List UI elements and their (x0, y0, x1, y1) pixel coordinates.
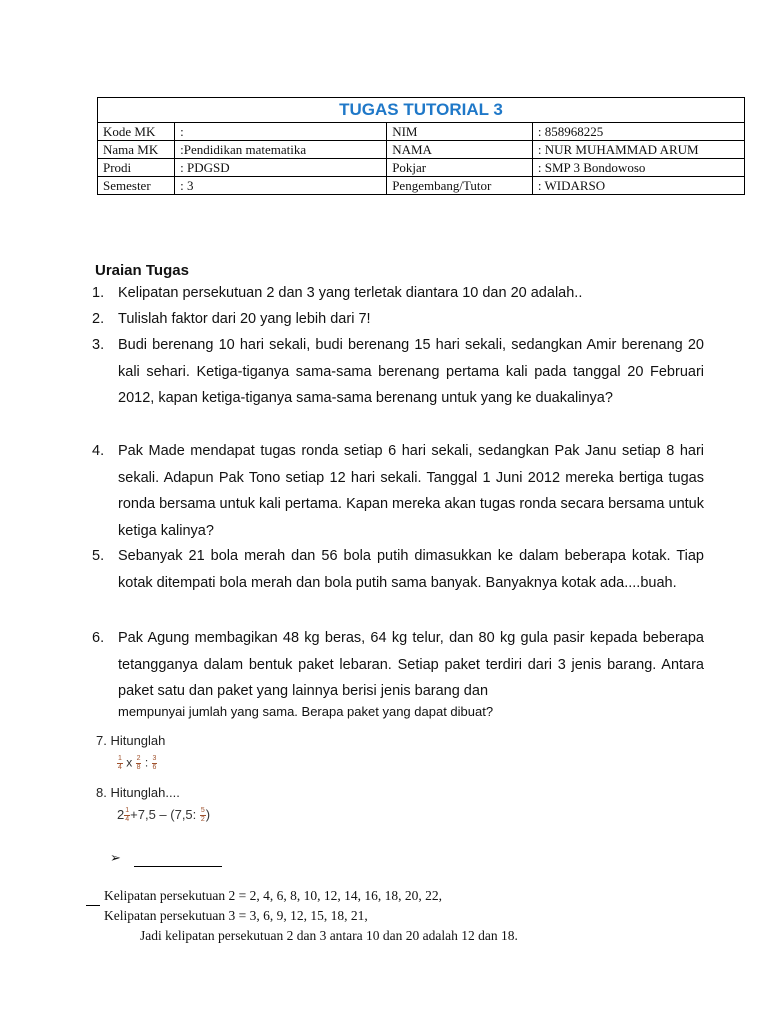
underline-rule (86, 905, 100, 906)
task-number: 6. (92, 630, 105, 646)
table-cell: : 858968225 (532, 123, 744, 141)
document-title: TUGAS TUTORIAL 3 (98, 98, 745, 123)
table-cell: : NUR MUHAMMAD ARUM (532, 141, 744, 159)
table-row (98, 123, 745, 141)
table-cell: NIM (387, 123, 533, 141)
math-expression: 2 $\frac{1}{4}$ +7,5 – (7,5: $\frac{5}{2}$ ) (117, 807, 211, 824)
table-cell: : PDGSD (175, 159, 387, 177)
operator: x (122, 755, 136, 770)
math-expression (117, 755, 157, 772)
task-item (92, 625, 704, 705)
table-cell: : SMP 3 Bondowoso (532, 159, 744, 177)
table-cell: : 3 (175, 177, 387, 195)
answer-line: Kelipatan persekutuan 3 = 3, 6, 9, 12, 15, 18, 21, (104, 908, 368, 923)
table-cell: Kode MK (98, 123, 175, 141)
task-text: Kelipatan persekutuan 2 dan 3 yang terletak diantara 10 dan 20 adalah.. (118, 285, 583, 301)
task-label: 8. Hitunglah.... (96, 785, 180, 800)
table-row (98, 141, 745, 159)
operator: : (141, 755, 152, 770)
arrow-bullet-icon: ➢ (110, 850, 121, 865)
task-item (92, 438, 704, 544)
answer-conclusion: Jadi kelipatan persekutuan 2 dan 3 antara 10 dan 20 adalah 12 dan 18. (140, 928, 518, 943)
task-number: 1. (92, 285, 105, 301)
fraction: $\frac{2}{8}$ (136, 755, 141, 771)
table-cell: NAMA (387, 141, 533, 159)
task-text: Tulislah faktor dari 20 yang lebih dari 7! (118, 311, 371, 327)
task-text: Pak Made mendapat tugas ronda setiap 6 hari sekali, sedangkan Pak Janu setiap 8 hari sekali. Adapun Pak Tono setiap 12 hari sekali. Tanggal 1 Juni 2012 mereka bertiga tugas ronda bersama untuk kali pertama. Kapan mereka akan tugas ronda secara bersama untuk ketiga kalinya? (118, 443, 704, 539)
task-item (92, 306, 704, 333)
task-item (92, 280, 704, 307)
task-number: 3. (92, 337, 105, 353)
table-cell: Pokjar (387, 159, 533, 177)
task-number: 2. (92, 311, 105, 327)
blank-line (134, 866, 222, 867)
fraction: $\frac{1}{4}$ (118, 755, 122, 771)
fraction: $\frac{5}{2}$ (200, 807, 205, 824)
table-cell: :Pendidikan matematika (175, 141, 387, 159)
fraction: $\frac{3}{6}$ (152, 755, 157, 771)
task-label: 7. Hitunglah (96, 733, 166, 748)
task-item (92, 332, 704, 412)
info-table (97, 97, 745, 195)
table-row (98, 159, 745, 177)
section-heading: Uraian Tugas (95, 262, 189, 279)
task-text: Budi berenang 10 hari sekali, budi berenang 15 hari sekali, sedangkan Amir berenang 20 kali sehari. Ketiga-tiganya sama-sama berenang pertama kali pada tanggal 20 Februari 2012, kapan ketiga-tiganya sama-sama berenang untuk yang ke duakalinya? (118, 337, 704, 406)
task-text-continuation: mempunyai jumlah yang sama. Berapa paket yang dapat dibuat? (118, 704, 494, 719)
task-number: 5. (92, 548, 105, 564)
table-cell: Semester (98, 177, 175, 195)
answer-line: Kelipatan persekutuan 2 = 2, 4, 6, 8, 10, 12, 14, 16, 18, 20, 22, (104, 888, 442, 903)
table-cell: Pengembang/Tutor (387, 177, 533, 195)
task-text: Pak Agung membagikan 48 kg beras, 64 kg telur, dan 80 kg gula pasir kepada beberapa tetangganya dalam bentuk paket lebaran. Setiap paket terdiri dari 3 jenis barang. Antara paket satu dan paket yang lainnya berisi jenis barang dan (118, 630, 704, 699)
table-cell: : WIDARSO (532, 177, 744, 195)
table-cell: Nama MK (98, 141, 175, 159)
task-text: Sebanyak 21 bola merah dan 56 bola putih dimasukkan ke dalam beberapa kotak. Tiap kotak ditempati bola merah dan bola putih sama banyak. Banyaknya kotak ada....buah. (118, 548, 704, 591)
table-row (98, 177, 745, 195)
task-item (92, 543, 704, 596)
table-cell: Prodi (98, 159, 175, 177)
table-cell: : (175, 123, 387, 141)
task-number: 4. (92, 443, 105, 459)
fraction: $\frac{1}{4}$ (125, 807, 130, 824)
